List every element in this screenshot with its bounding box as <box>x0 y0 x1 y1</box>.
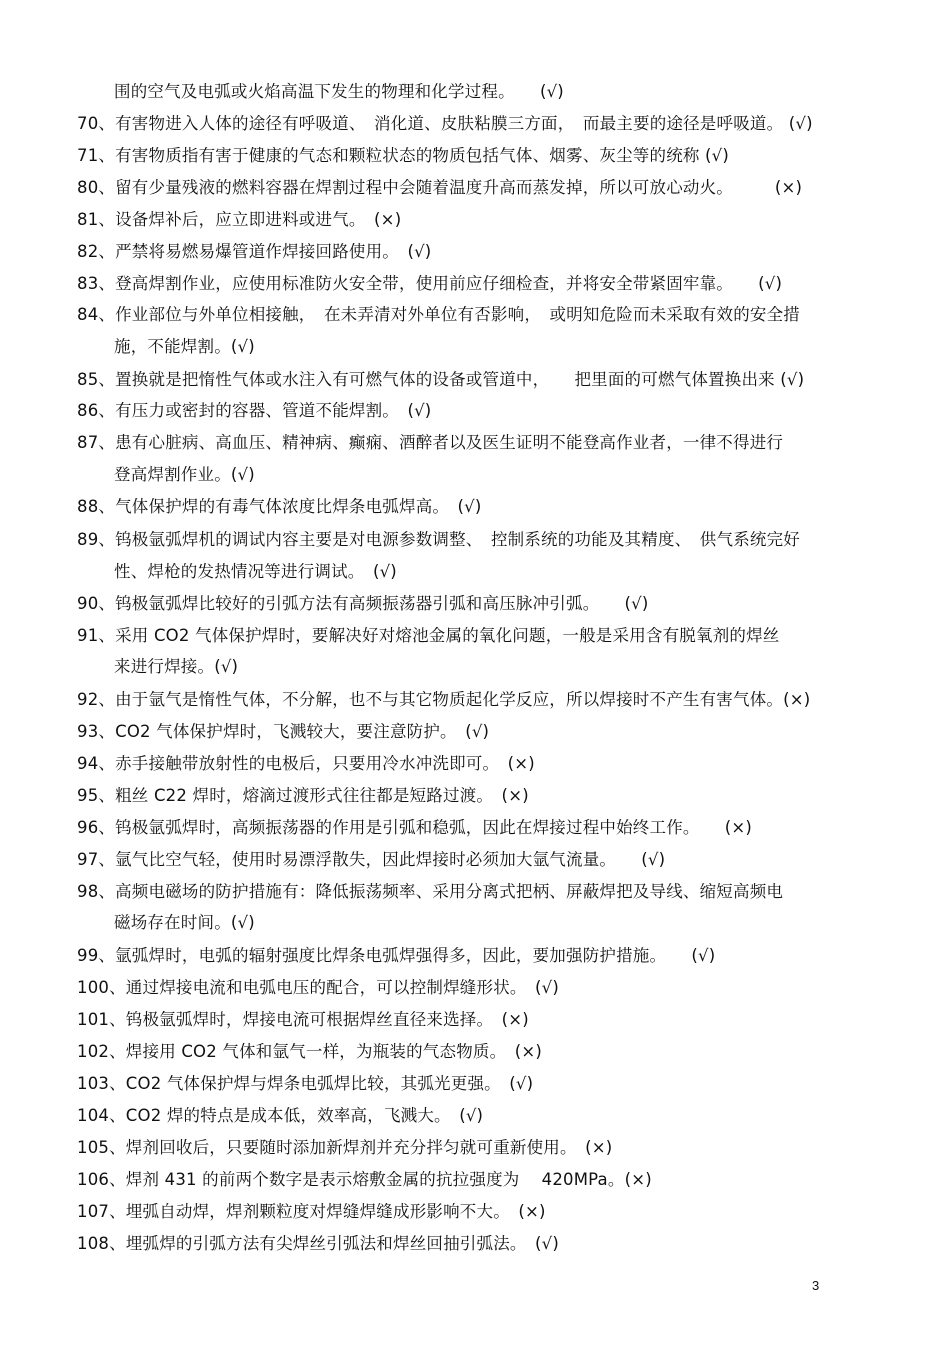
text-line-85: 85、置换就是把惰性气体或水注入有可燃气体的设备或管道中， 把里面的可燃气体置换出来 (√) <box>77 370 805 389</box>
text-line-80: 80、留有少量残液的燃料容器在焊割过程中会随着温度升高而蒸发掉，所以可放心动火。 (×) <box>77 178 803 197</box>
page-number: 3 <box>812 1278 820 1293</box>
text-line-91: 91、采用 CO2 气体保护焊时，要解决好对熔池金属的氧化问题，一般是采用含有脱氧剂的焊丝 <box>77 626 780 645</box>
text-line-87-cont: 登高焊割作业。(√) <box>114 465 255 484</box>
text-line-89-cont: 性、焊枪的发热情况等进行调试。 (√) <box>114 562 397 581</box>
text-line-84-cont: 施，不能焊割。(√) <box>114 337 255 356</box>
text-line-91-cont: 来进行焊接。(√) <box>114 657 239 676</box>
text-line-108: 108、埋弧焊的引弧方法有尖焊丝引弧法和焊丝回抽引弧法。 (√) <box>77 1234 560 1253</box>
text-line-98: 98、高频电磁场的防护措施有：降低振荡频率、采用分离式把柄、屏蔽焊把及导线、缩短高频电 <box>77 882 784 901</box>
text-line-93: 93、CO2 气体保护焊时，飞溅较大，要注意防护。 (√) <box>77 722 490 741</box>
text-line-86: 86、有压力或密封的容器、管道不能焊割。 (√) <box>77 401 432 420</box>
text-line-83: 83、登高焊割作业，应使用标准防火安全带，使用前应仔细检查，并将安全带紧固牢靠。 (√) <box>77 274 783 293</box>
text-line-99: 99、氩弧焊时，电弧的辐射强度比焊条电弧焊强得多，因此，要加强防护措施。 (√) <box>77 946 716 965</box>
text-line-97: 97、氩气比空气轻，使用时易漂浮散失，因此焊接时必须加大氩气流量。 (√) <box>77 850 666 869</box>
text-line-104: 104、CO2 焊的特点是成本低，效率高，飞溅大。 (√) <box>77 1106 484 1125</box>
text-line-87: 87、患有心脏病、高血压、精神病、癫痫、酒醉者以及医生证明不能登高作业者，一律不得进行 <box>77 433 784 452</box>
text-line-98-cont: 磁场存在时间。(√) <box>114 913 255 932</box>
text-line-70: 70、有害物进入人体的途径有呼吸道、 消化道、皮肤粘膜三方面， 而最主要的途径是呼吸道。 (√) <box>77 114 813 133</box>
text-line-107: 107、埋弧自动焊，焊剂颗粒度对焊缝焊缝成形影响不大。 (×) <box>77 1202 546 1221</box>
text-line-84: 84、作业部位与外单位相接触， 在未弄清对外单位有否影响， 或明知危险而未采取有效的安全措 <box>77 305 800 324</box>
text-line-89: 89、钨极氩弧焊机的调试内容主要是对电源参数调整、 控制系统的功能及其精度、 供气系统完好 <box>77 530 800 549</box>
text-line-106: 106、焊剂 431 的前两个数字是表示熔敷金属的抗拉强度为 420MPa。(×) <box>77 1170 652 1189</box>
text-line-105: 105、焊剂回收后，只要随时添加新焊剂并充分拌匀就可重新使用。 (×) <box>77 1138 613 1157</box>
text-line-103: 103、CO2 气体保护焊与焊条电弧焊比较，其弧光更强。 (√) <box>77 1074 534 1093</box>
text-line-101: 101、钨极氩弧焊时，焊接电流可根据焊丝直径来选择。 (×) <box>77 1010 529 1029</box>
text-line-90: 90、钨极氩弧焊比较好的引弧方法有高频振荡器引弧和高压脉冲引弧。 (√) <box>77 594 649 613</box>
text-line-94: 94、赤手接触带放射性的电极后，只要用冷水冲洗即可。 (×) <box>77 754 535 773</box>
text-line-69-cont: 围的空气及电弧或火焰高温下发生的物理和化学过程。 (√) <box>114 82 564 101</box>
text-line-82: 82、严禁将易燃易爆管道作焊接回路使用。 (√) <box>77 242 432 261</box>
text-line-71: 71、有害物质指有害于健康的气态和颗粒状态的物质包括气体、烟雾、灰尘等的统称 (√) <box>77 146 730 165</box>
text-line-92: 92、由于氩气是惰性气体，不分解，也不与其它物质起化学反应，所以焊接时不产生有害气体。(×) <box>77 690 811 709</box>
text-line-100: 100、通过焊接电流和电弧电压的配合，可以控制焊缝形状。 (√) <box>77 978 560 997</box>
text-line-81: 81、设备焊补后，应立即进料或进气。 (×) <box>77 210 402 229</box>
text-line-96: 96、钨极氩弧焊时，高频振荡器的作用是引弧和稳弧，因此在焊接过程中始终工作。 (×) <box>77 818 753 837</box>
text-line-95: 95、粗丝 C22 焊时，熔滴过渡形式往往都是短路过渡。 (×) <box>77 786 529 805</box>
text-line-102: 102、焊接用 CO2 气体和氩气一样，为瓶装的气态物质。 (×) <box>77 1042 543 1061</box>
text-line-88: 88、气体保护焊的有毒气体浓度比焊条电弧焊高。 (√) <box>77 497 482 516</box>
